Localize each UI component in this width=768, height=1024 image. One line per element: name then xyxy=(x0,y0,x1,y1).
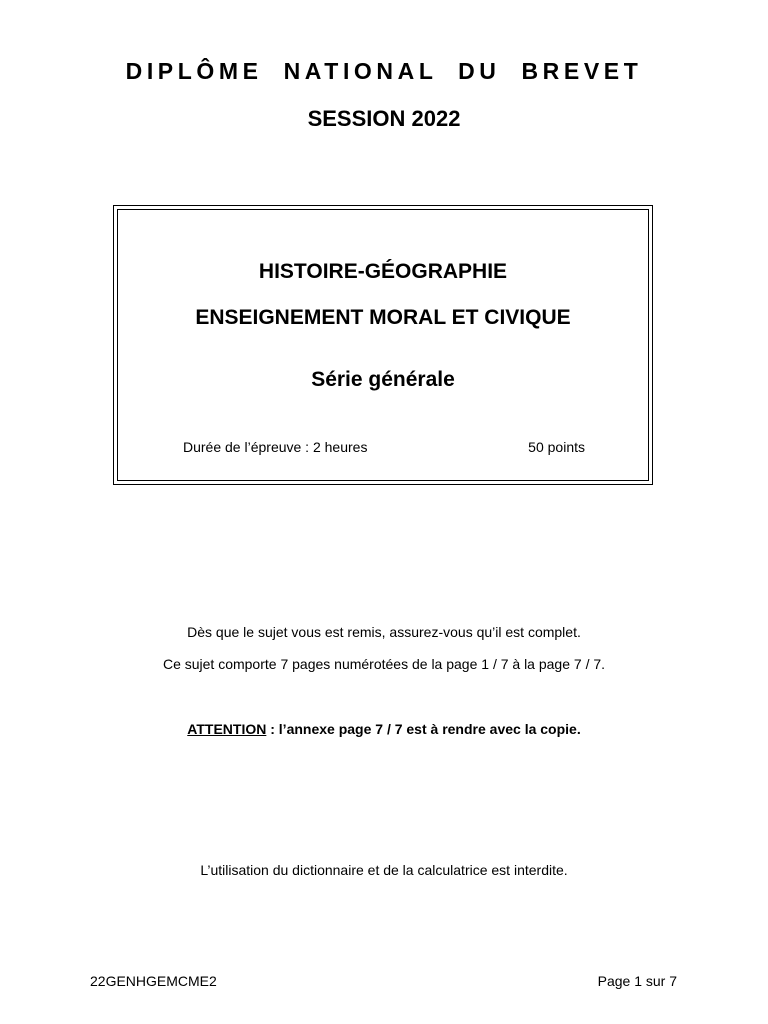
diploma-title: DIPLÔME NATIONAL DU BREVET xyxy=(125,58,643,84)
instruction-dictionary: L’utilisation du dictionnaire et de la calculatrice est interdite. xyxy=(200,862,568,878)
attention-label: ATTENTION xyxy=(187,721,267,737)
exam-duration: Durée de l’épreuve : 2 heures xyxy=(183,439,368,455)
footer-code: 22GENHGEMCME2 xyxy=(90,973,217,989)
footer-page-number: Page 1 sur 7 xyxy=(597,973,677,989)
subject-title-2: ENSEIGNEMENT MORAL ET CIVIQUE xyxy=(195,306,571,329)
instruction-page-count: Ce sujet comporte 7 pages numérotées de la page 1 / 7 à la page 7 / 7. xyxy=(162,656,606,672)
exam-info-box-inner xyxy=(117,209,649,481)
subject-title-1: HISTOIRE-GÉOGRAPHIE xyxy=(258,260,508,283)
attention-text: : l’annexe page 7 / 7 est à rendre avec la copie. xyxy=(266,721,581,737)
exam-points: 50 points xyxy=(528,439,585,455)
attention-notice xyxy=(0,721,768,737)
instruction-check-complete: Dès que le sujet vous est remis, assurez-vous qu’il est complet. xyxy=(187,624,581,640)
session-title: SESSION 2022 xyxy=(307,106,461,131)
series-title: Série générale xyxy=(311,368,455,391)
exam-info-box xyxy=(113,205,653,485)
